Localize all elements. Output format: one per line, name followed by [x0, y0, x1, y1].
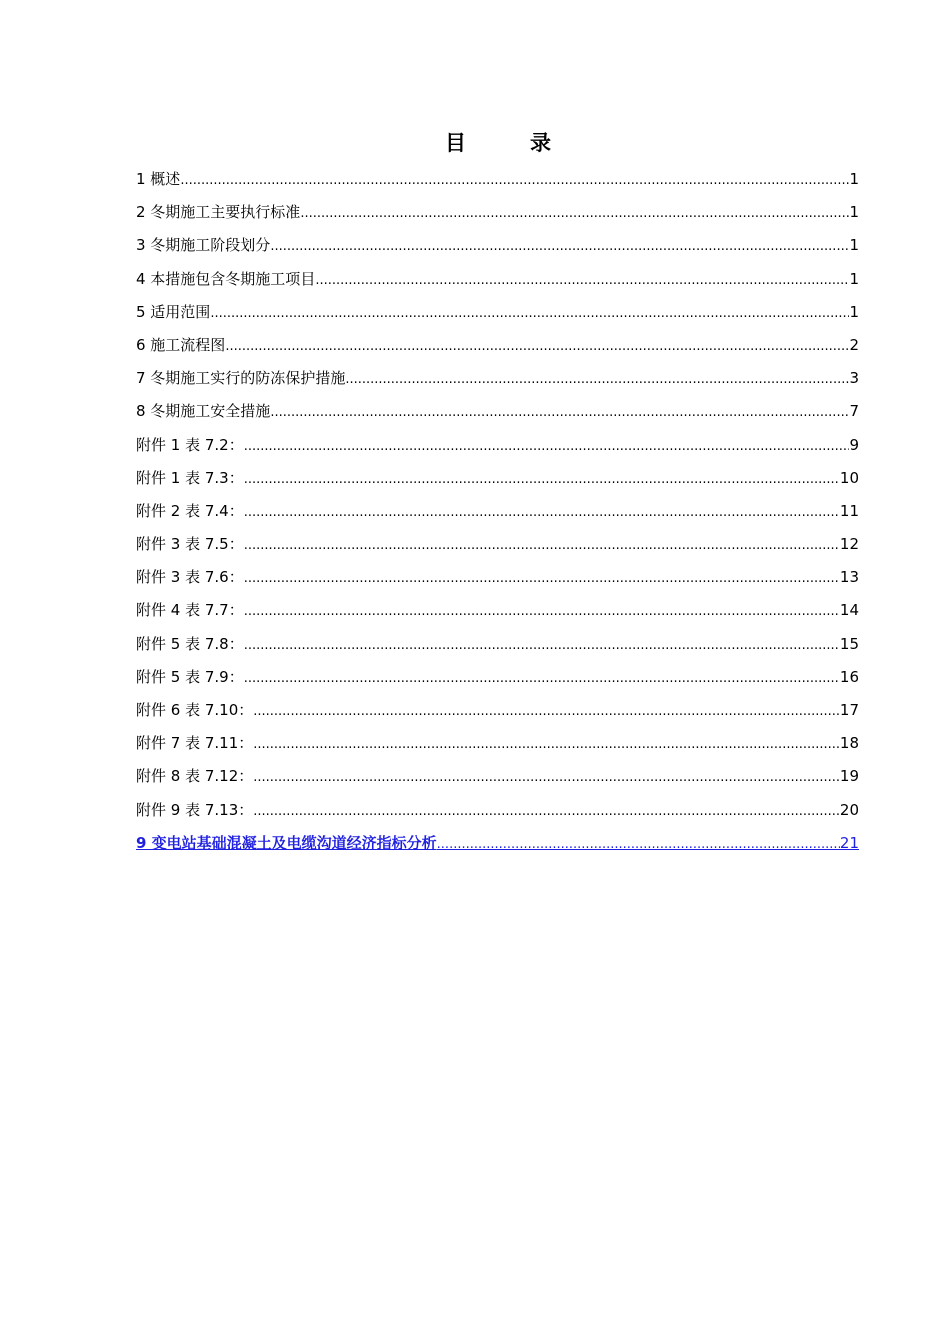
toc-entry-page: 10 [839, 468, 859, 487]
toc-entry-text: 附件 5 表 7.9： [136, 667, 244, 686]
toc-leader-dots [244, 629, 840, 662]
toc-leader-dots [253, 728, 840, 761]
toc-entry-text: 2 冬期施工主要执行标准 [136, 203, 301, 222]
toc-entry[interactable] [136, 661, 859, 694]
toc-entry[interactable] [136, 163, 859, 196]
toc-entry-page: 3 [849, 369, 859, 388]
toc-leader-dots [253, 795, 840, 828]
toc-entry-page: 20 [839, 800, 859, 819]
toc-entry-page: 21 [839, 833, 859, 852]
toc-entry-page: 14 [839, 601, 859, 620]
toc-leader-dots [225, 330, 849, 363]
toc-entry[interactable] [136, 362, 859, 395]
toc-leader-dots [300, 197, 849, 230]
toc-entry-text: 4 本措施包含冬期施工项目 [136, 269, 316, 288]
toc-leader-dots [180, 164, 849, 197]
toc-entry-page: 19 [839, 767, 859, 786]
toc-entry-text: 附件 7 表 7.11： [136, 734, 254, 753]
toc-entry[interactable] [136, 296, 859, 329]
toc-entry[interactable] [136, 694, 859, 727]
toc-entry-page: 15 [839, 634, 859, 653]
toc-entry[interactable] [136, 561, 859, 594]
toc-leader-dots [244, 463, 840, 496]
toc-entry[interactable] [136, 495, 859, 528]
toc-entry-text: 1 概述 [136, 170, 181, 188]
toc-leader-dots [244, 662, 840, 695]
toc-entry-page: 11 [839, 501, 859, 520]
toc-entry[interactable] [136, 395, 859, 428]
toc-list [136, 163, 859, 860]
toc-entry[interactable] [136, 628, 859, 661]
toc-leader-dots [244, 430, 850, 463]
toc-entry[interactable] [136, 760, 859, 793]
toc-entry-page: 1 [849, 170, 859, 188]
toc-entry-page: 1 [849, 203, 859, 222]
toc-entry-page: 7 [849, 402, 859, 421]
toc-entry-page: 9 [849, 435, 859, 454]
toc-leader-dots [244, 529, 840, 562]
toc-entry-page: 13 [839, 568, 859, 587]
toc-entry[interactable] [136, 528, 859, 561]
toc-title [0, 128, 950, 158]
toc-leader-dots [244, 496, 840, 529]
toc-leader-dots [437, 828, 840, 861]
toc-entry-page: 18 [839, 734, 859, 753]
toc-entry-text: 附件 3 表 7.5： [136, 535, 244, 554]
toc-entry-text: 9 变电站基础混凝土及电缆沟道经济指标分析 [136, 833, 437, 852]
toc-entry[interactable] [136, 462, 859, 495]
toc-entry-page: 1 [849, 269, 859, 288]
toc-leader-dots [270, 230, 849, 263]
toc-entry-page: 17 [839, 701, 859, 719]
toc-leader-dots [270, 396, 849, 429]
toc-entry[interactable] [136, 263, 859, 296]
toc-title-char-1: 目 [445, 131, 466, 155]
toc-entry-page: 2 [849, 335, 859, 354]
toc-title-char-2: 录 [530, 131, 551, 155]
toc-leader-dots [210, 297, 849, 330]
toc-entry[interactable] [136, 429, 859, 462]
toc-entry[interactable] [136, 196, 859, 229]
toc-entry-text: 5 适用范围 [136, 302, 211, 321]
toc-entry-text: 8 冬期施工安全措施 [136, 402, 271, 421]
toc-entry[interactable] [136, 229, 859, 262]
toc-entry[interactable] [136, 329, 859, 362]
toc-leader-dots [315, 264, 849, 297]
toc-entry-page: 1 [849, 302, 859, 321]
toc-entry-link[interactable] [136, 827, 859, 860]
toc-entry-page: 12 [839, 535, 859, 554]
toc-entry-text: 6 施工流程图 [136, 335, 226, 354]
toc-leader-dots [244, 595, 840, 628]
toc-entry-text: 附件 4 表 7.7： [136, 601, 244, 620]
toc-entry-text: 附件 1 表 7.2： [136, 435, 244, 454]
toc-entry-page: 16 [839, 667, 859, 686]
toc-entry[interactable] [136, 594, 859, 627]
toc-leader-dots [253, 695, 840, 728]
toc-leader-dots [345, 363, 849, 396]
toc-entry-page: 1 [849, 236, 859, 255]
toc-entry-text: 附件 6 表 7.10： [136, 701, 254, 719]
toc-entry-text: 附件 3 表 7.6： [136, 568, 244, 587]
toc-entry-text: 附件 2 表 7.4： [136, 501, 244, 520]
toc-leader-dots [253, 761, 840, 794]
toc-entry-text: 附件 8 表 7.12： [136, 767, 254, 786]
toc-entry-text: 附件 9 表 7.13： [136, 800, 254, 819]
toc-entry-text: 3 冬期施工阶段划分 [136, 236, 271, 255]
toc-entry-text: 7 冬期施工实行的防冻保护措施 [136, 369, 346, 388]
toc-entry[interactable] [136, 794, 859, 827]
toc-entry[interactable] [136, 727, 859, 760]
toc-entry-text: 附件 5 表 7.8： [136, 634, 244, 653]
toc-leader-dots [244, 562, 840, 595]
toc-entry-text: 附件 1 表 7.3： [136, 468, 244, 487]
